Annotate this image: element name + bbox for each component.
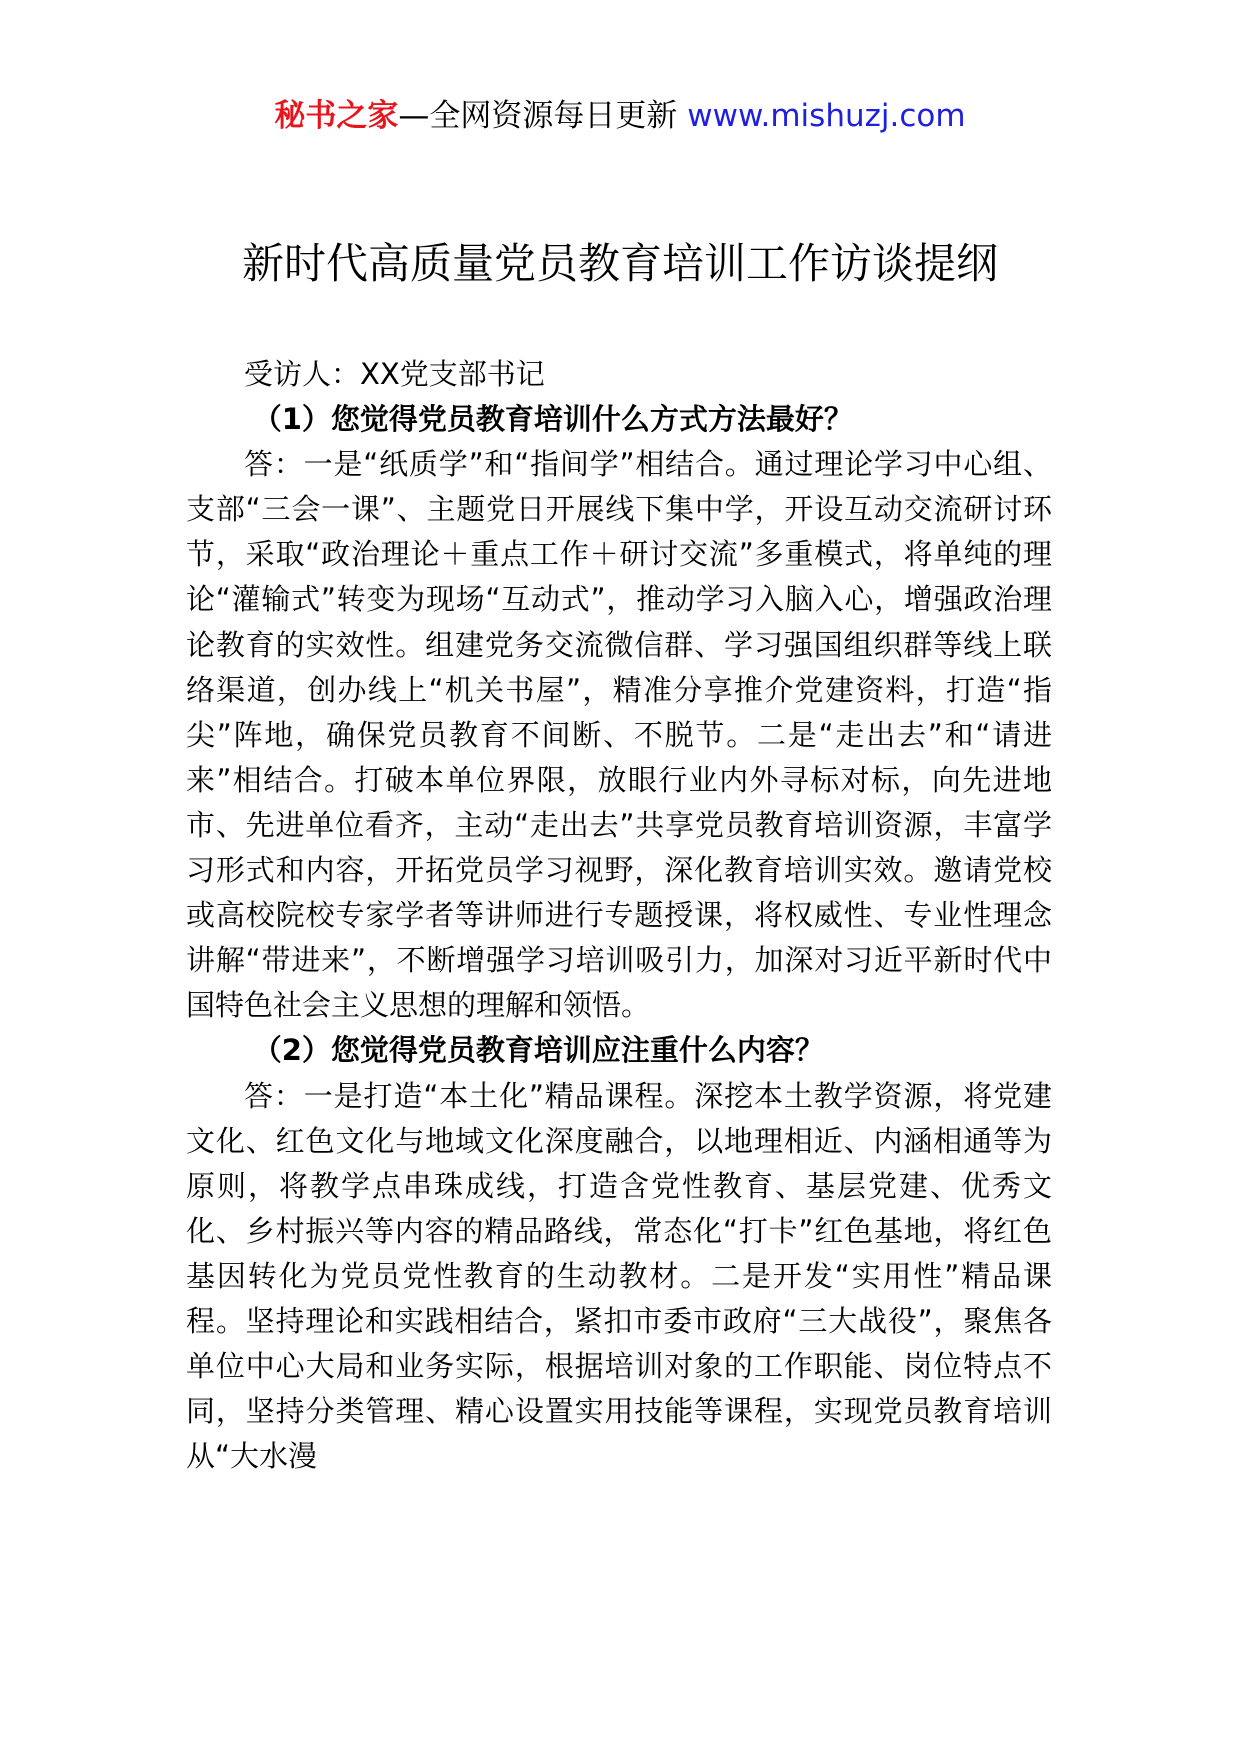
question-1: （1）您觉得党员教育培训什么方式方法最好？ [252, 402, 853, 437]
interviewee-line: 受访人：XX党支部书记 [244, 357, 545, 391]
site-tagline: —全网资源每日更新 [398, 98, 678, 134]
document-body [186, 352, 1052, 1479]
answer-2: 答：一是打造“本土化”精品课程。深挖本土教学资源，将党建文化、红色文化与地域文化深度融合，以地理相近、内涵相通等为原则，将教学点串珠成线，打造含党性教育、基层党建、优秀文化、乡村振兴等内容的精品路线，常态化“打卡”红色基地，将红色基因转化为党员党性教育的生动教材。二是开发“实用性”精品课程。坚持理论和实践相结合，紧扣市委市政府“三大战役”，聚焦各单位中心大局和业务实际，根据培训对象的工作职能、岗位特点不同，坚持分类管理、精心设置实用技能等课程，实现党员教育培训从“大水漫 [186, 1078, 1052, 1474]
site-url-link[interactable]: www.mishuzj.com [687, 98, 966, 134]
site-brand: 秘书之家 [274, 98, 399, 134]
document-title: 新时代高质量党员教育培训工作访谈提纲 [241, 239, 998, 288]
answer-1: 答：一是“纸质学”和“指间学”相结合。通过理论学习中心组、支部“三会一课”、主题党日开展线下集中学，开设互动交流研讨环节，采取“政治理论＋重点工作＋研讨交流”多重模式，将单纯的理论“灌输式”转变为现场“互动式”，推动学习入脑入心，增强政治理论教育的实效性。组建党务交流微信群、学习强国组织群等线上联络渠道，创办线上“机关书屋”，精准分享推介党建资料，打造“指尖”阵地，确保党员教育不间断、不脱节。二是“走出去”和“请进来”相结合。打破本单位界限，放眼行业内外寻标对标，向先进地市、先进单位看齐，主动“走出去”共享党员教育培训资源，丰富学习形式和内容，开拓党员学习视野，深化教育培训实效。邀请党校或高校院校专家学者等讲师进行专题授课，将权威性、专业性理念讲解“带进来”，不断增强学习培训吸引力，加深对习近平新时代中国特色社会主义思想的理解和领悟。 [186, 447, 1052, 1023]
question-2: （2）您觉得党员教育培训应注重什么内容？ [252, 1033, 824, 1068]
site-header [0, 94, 1240, 138]
